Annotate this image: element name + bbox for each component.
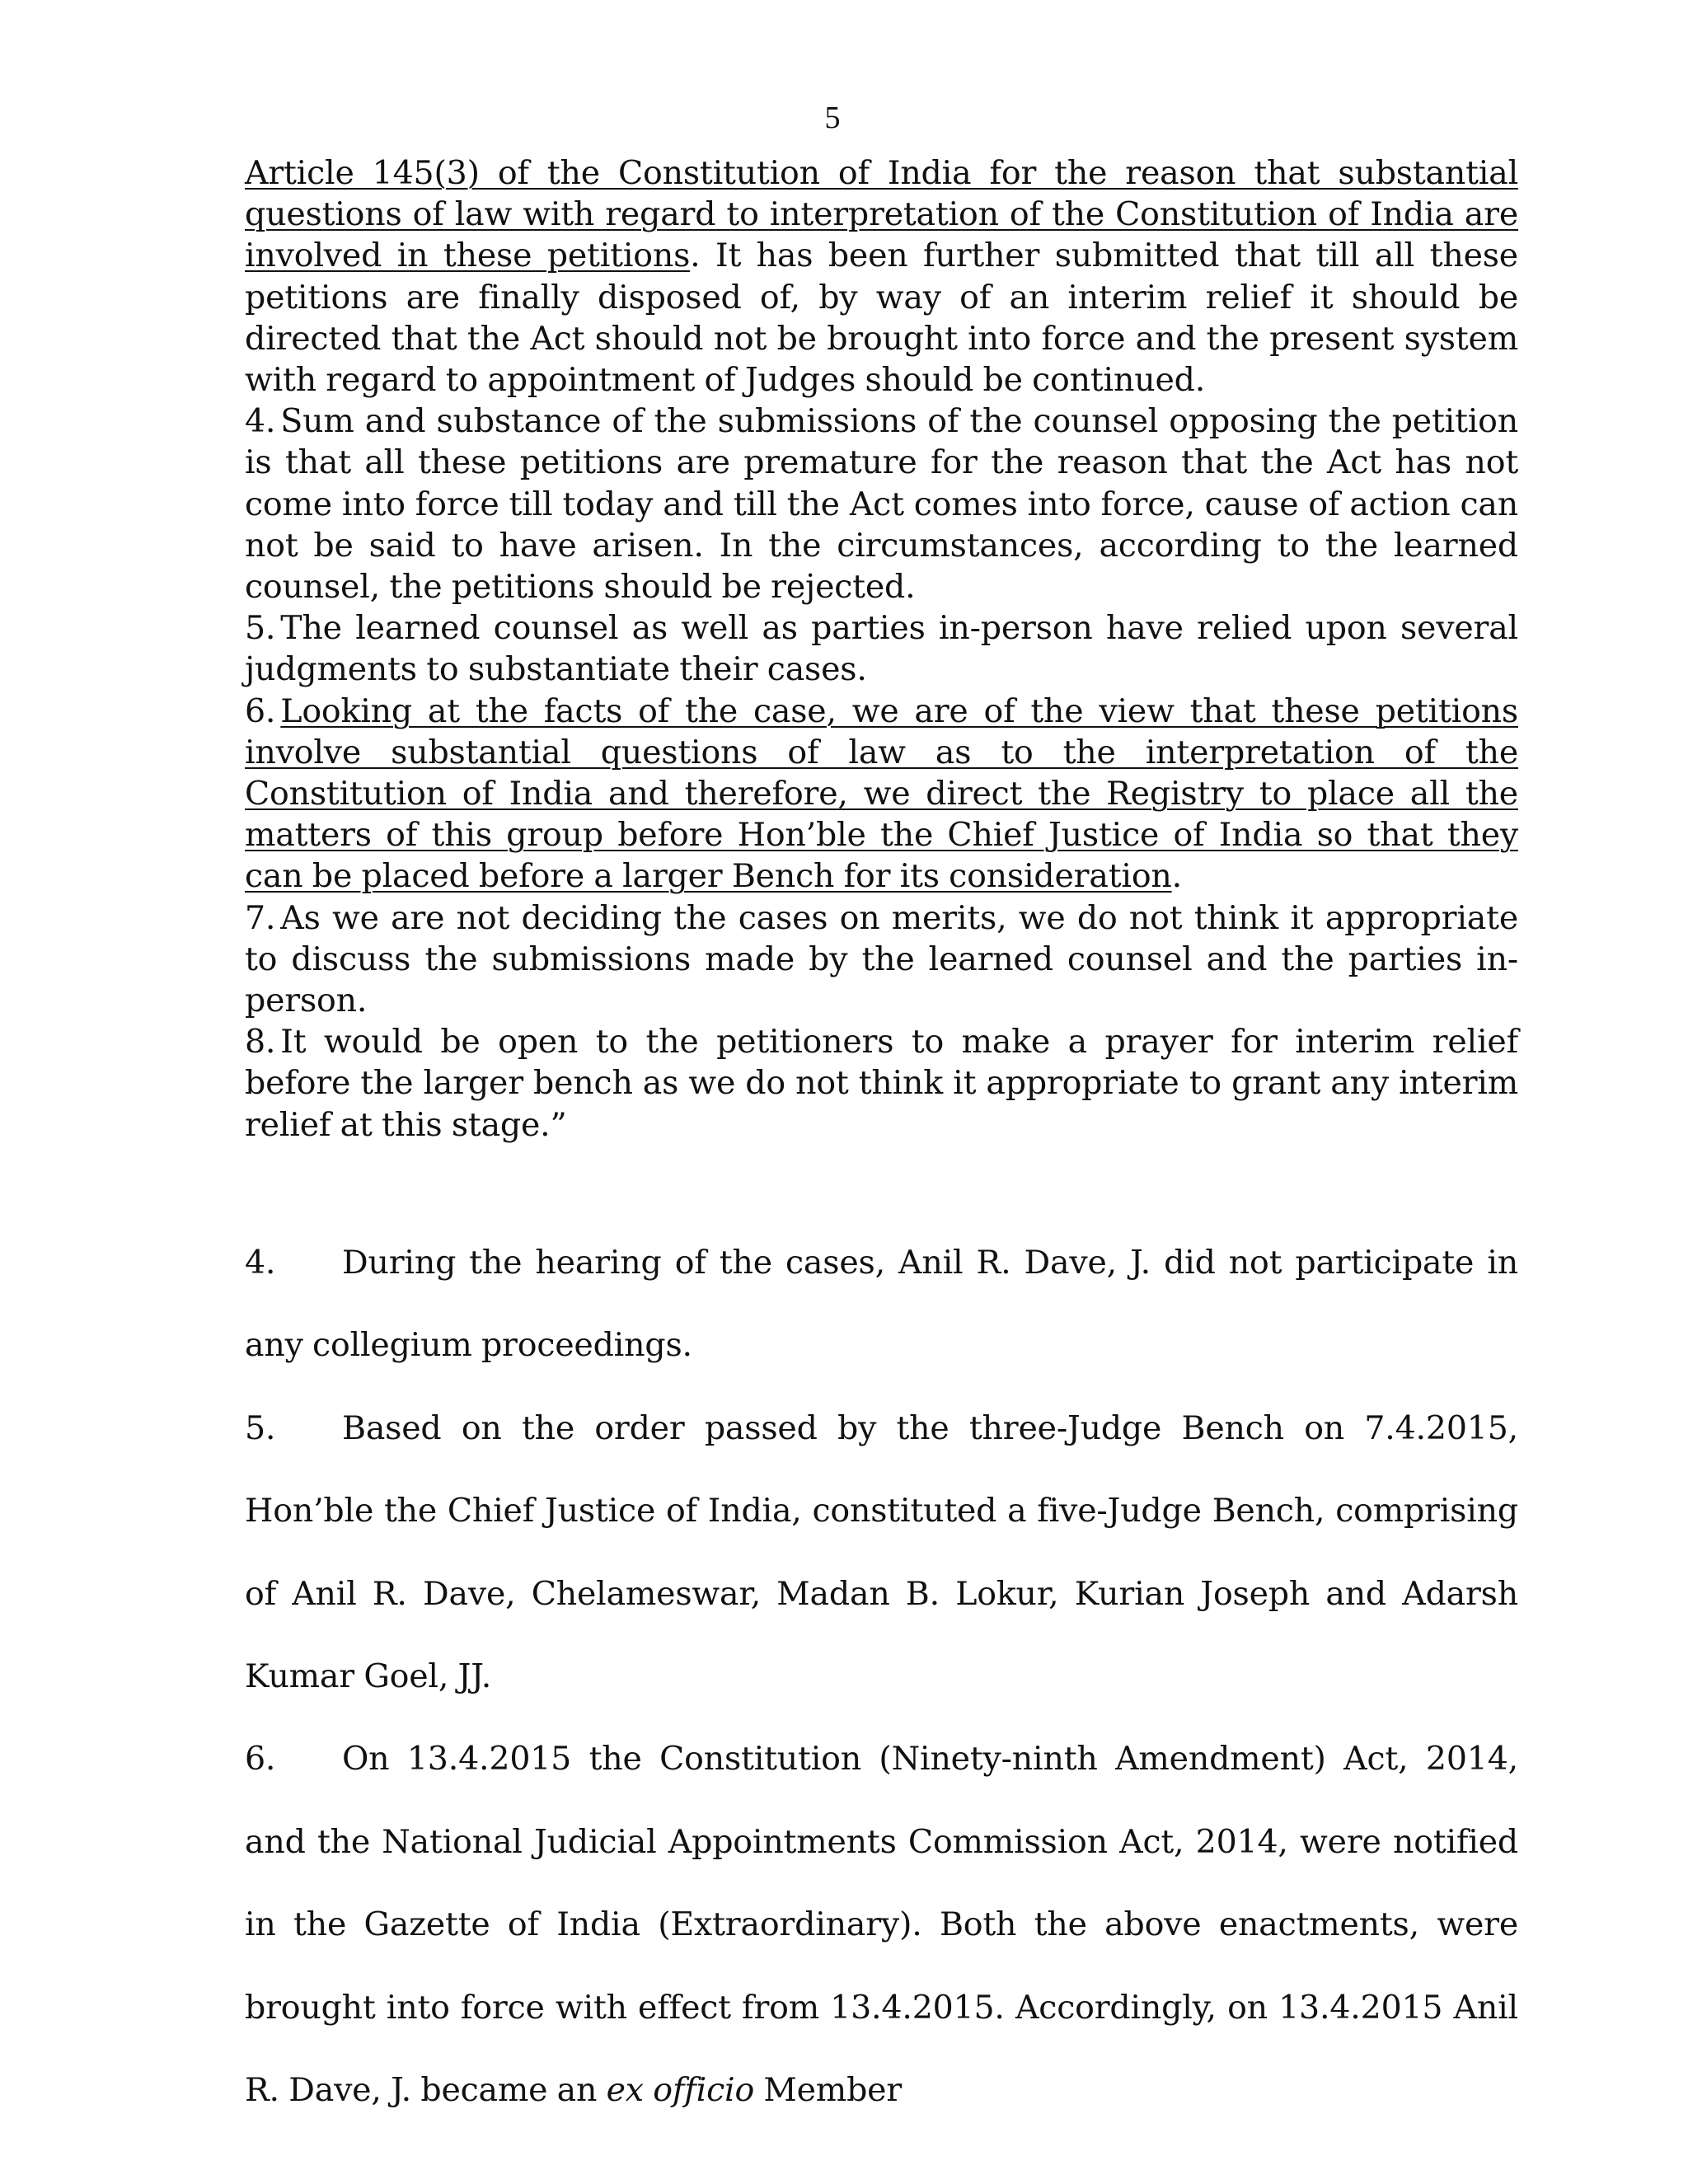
paragraph-number: 8. — [245, 1023, 276, 1062]
quote-paragraph-8 — [245, 1021, 1518, 1146]
body-paragraph-5 — [245, 1387, 1518, 1718]
quote-paragraph-4 — [245, 401, 1518, 607]
italic-text: ex officio — [606, 2071, 755, 2110]
paragraph-number: 5. — [245, 609, 276, 648]
quoted-order-block — [245, 152, 1518, 1146]
paragraph-number: 7. — [245, 898, 276, 937]
paragraph-number: 6. — [245, 1740, 276, 1779]
paragraph-text: . — [1171, 857, 1182, 896]
underlined-text: Looking at the facts of the case, we are of the view that these petitions involve substantial questions of law as to the interpretation of the Constitution of India and therefore, we direct the Registry to place all the matters of this group before Hon’ble the Chief Justice of India so that they can be placed before a larger Bench for its consideration — [245, 691, 1518, 896]
paragraph-text: As we are not deciding the cases on merits, we do not think it appropriate to discuss the submissions made by the learned counsel and the parties in-person. — [245, 898, 1518, 1020]
paragraph-number: 4. — [245, 1244, 276, 1282]
paragraph-number: 6. — [245, 691, 276, 730]
paragraph-text: On 13.4.2015 the Constitution (Ninety-ninth Amendment) Act, 2014, and the National Judicial Appointments Commission Act, 2014, were notified in the Gazette of India (Extraordinary). Both the above enactments, were brought into force with effect from 13.4.2015. Accordingly, on 13.4.2015 Anil R. Dave, J. became an — [245, 1740, 1518, 2110]
quote-paragraph-7 — [245, 898, 1518, 1022]
paragraph-text: Based on the order passed by the three-Judge Bench on 7.4.2015, Hon’ble the Chief Justice of India, constituted a five-Judge Bench, comprising of Anil R. Dave, Chelameswar, Madan B. Lokur, Kurian Joseph and Adarsh Kumar Goel, JJ. — [245, 1408, 1518, 1696]
quote-paragraph-5 — [245, 607, 1518, 690]
paragraph-text: During the hearing of the cases, Anil R. Dave, J. did not participate in any collegium proceedings. — [245, 1244, 1518, 1365]
paragraph-text: Sum and substance of the submissions of the counsel opposing the petition is that all these petitions are premature for the reason that the Act has not come into force till today and till the Act comes into force, cause of action can not be said to have arisen. In the circumstances, according to the learned counsel, the petitions should be rejected. — [245, 402, 1518, 607]
page-number: 5 — [824, 101, 841, 135]
paragraph-text: The learned counsel as well as parties in-person have relied upon several judgments to substantiate their cases. — [245, 609, 1518, 689]
judgment-body — [245, 1221, 1518, 2131]
underlined-text: Article 145(3) of the Constitution of India for the reason that substantial questions of law with regard to interpretation of the Constitution of India are involved in these petitions — [245, 154, 1518, 275]
quote-paragraph-6 — [245, 691, 1518, 898]
paragraph-text: It would be open to the petitioners to make a prayer for interim relief before the larger bench as we do not think it appropriate to grant any interim relief at this stage.” — [245, 1023, 1518, 1144]
body-paragraph-4 — [245, 1221, 1518, 1387]
paragraph-text: . It has been further submitted that till all these petitions are finally disposed of, by way of an interim relief it should be directed that the Act should not be brought into force and the present system with regard to appointment of Judges should be continued. — [245, 237, 1518, 400]
paragraph-number: 5. — [245, 1408, 276, 1447]
body-paragraph-6 — [245, 1718, 1518, 2131]
quote-paragraph-continuation — [245, 152, 1518, 401]
paragraph-text: Member — [763, 2071, 903, 2110]
paragraph-number: 4. — [245, 402, 276, 441]
